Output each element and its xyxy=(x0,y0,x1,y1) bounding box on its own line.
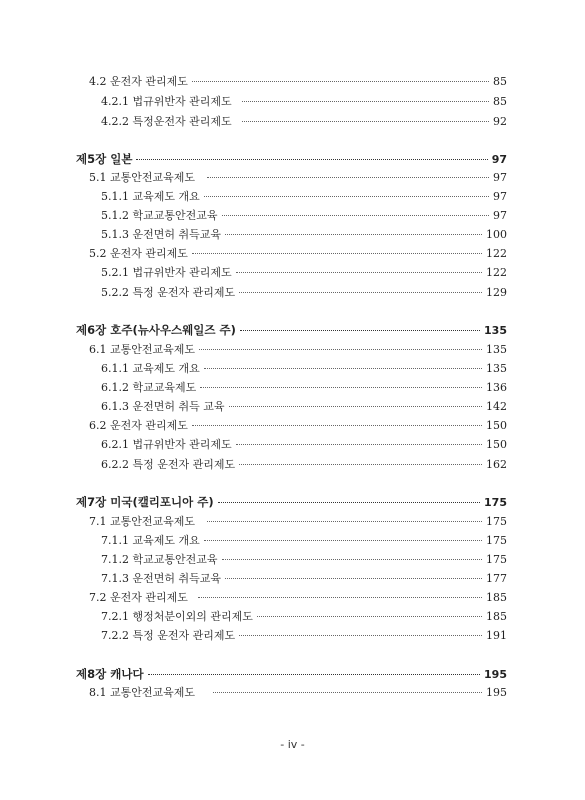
toc-label: 6.1.3 운전면허 취득 교육 xyxy=(101,400,225,413)
toc-page: 175 xyxy=(484,496,507,509)
leader-dots xyxy=(207,521,482,522)
toc-entry[interactable] xyxy=(0,456,585,474)
leader-dots xyxy=(218,502,480,503)
leader-dots xyxy=(240,330,480,331)
leader-dots xyxy=(192,253,482,254)
toc-label: 제8장 캐나다 xyxy=(76,667,144,681)
toc-entry[interactable] xyxy=(0,570,585,588)
leader-dots xyxy=(136,159,487,160)
toc-label: 5.1.1 교육제도 개요 xyxy=(101,190,200,203)
toc-chapter[interactable] xyxy=(0,665,585,683)
leader-dots xyxy=(242,121,489,122)
toc-label: 7.2 운전자 관리제도 xyxy=(89,591,188,604)
toc-page: 175 xyxy=(486,534,507,547)
leader-dots xyxy=(204,540,482,541)
toc-page: 92 xyxy=(493,115,507,128)
toc-entry[interactable] xyxy=(0,417,585,435)
toc-entry[interactable] xyxy=(0,113,585,131)
toc-entry[interactable] xyxy=(0,169,585,187)
toc-label: 6.2.1 법규위반자 관리제도 xyxy=(101,438,232,451)
toc-page: 100 xyxy=(486,228,507,241)
toc-page: 175 xyxy=(486,515,507,528)
toc-page: 129 xyxy=(486,286,507,299)
toc-chapter[interactable] xyxy=(0,150,585,168)
toc-label: 5.1.3 운전면허 취득교육 xyxy=(101,228,221,241)
toc-entry[interactable] xyxy=(0,627,585,645)
leader-dots xyxy=(257,616,482,617)
toc-entry[interactable] xyxy=(0,379,585,397)
toc-page: 195 xyxy=(486,686,507,699)
leader-dots xyxy=(207,177,489,178)
toc-chapter[interactable] xyxy=(0,493,585,511)
toc-label: 제6장 호주(뉴사우스웨일즈 주) xyxy=(76,323,236,337)
toc-page: 97 xyxy=(493,209,507,222)
toc-page: 195 xyxy=(484,668,507,681)
toc-label: 7.1 교통안전교육제도 xyxy=(89,515,195,528)
toc-label: 4.2.2 특정운전자 관리제도 xyxy=(101,115,232,128)
toc-label: 8.1 교통안전교육제도 xyxy=(89,686,195,699)
leader-dots xyxy=(199,349,482,350)
toc-page: 122 xyxy=(486,247,507,260)
toc-page: 97 xyxy=(493,190,507,203)
leader-dots xyxy=(239,292,482,293)
toc-chapter[interactable] xyxy=(0,321,585,339)
toc-page: 122 xyxy=(486,266,507,279)
toc-label: 7.2.1 행정처분이외의 관리제도 xyxy=(101,610,253,623)
toc-entry[interactable] xyxy=(0,436,585,454)
leader-dots xyxy=(192,425,482,426)
leader-dots xyxy=(198,597,482,598)
toc-entry[interactable] xyxy=(0,93,585,111)
toc-page: 150 xyxy=(486,419,507,432)
toc-entry[interactable] xyxy=(0,589,585,607)
toc-entry[interactable] xyxy=(0,188,585,206)
toc-label: 7.1.3 운전면허 취득교육 xyxy=(101,572,221,585)
toc-page: 150 xyxy=(486,438,507,451)
toc-page: 136 xyxy=(486,381,507,394)
toc-page: 135 xyxy=(484,324,507,337)
toc-label: 5.2 운전자 관리제도 xyxy=(89,247,188,260)
toc-entry[interactable] xyxy=(0,398,585,416)
toc-page: 142 xyxy=(486,400,507,413)
leader-dots xyxy=(200,387,482,388)
leader-dots xyxy=(222,215,490,216)
toc-label: 4.2.1 법규위반자 관리제도 xyxy=(101,95,232,108)
page-number-footer: - iv - xyxy=(280,738,305,751)
leader-dots xyxy=(242,101,489,102)
toc-page: 135 xyxy=(486,343,507,356)
toc-label: 제7장 미국(캘리포니아 주) xyxy=(76,495,214,509)
toc-page: 85 xyxy=(493,95,507,108)
leader-dots xyxy=(236,272,482,273)
toc-label: 6.1 교통안전교육제도 xyxy=(89,343,195,356)
toc-entry[interactable] xyxy=(0,513,585,531)
toc-page: 185 xyxy=(486,591,507,604)
toc-label: 6.2 운전자 관리제도 xyxy=(89,419,188,432)
leader-dots xyxy=(225,578,482,579)
toc-page: 97 xyxy=(491,153,507,166)
toc-entry[interactable] xyxy=(0,226,585,244)
toc-page: 191 xyxy=(486,629,507,642)
leader-dots xyxy=(204,196,489,197)
toc-page: 135 xyxy=(486,362,507,375)
leader-dots xyxy=(192,81,489,82)
toc-entry[interactable] xyxy=(0,264,585,282)
leader-dots xyxy=(148,674,480,675)
leader-dots xyxy=(239,635,482,636)
toc-entry[interactable] xyxy=(0,551,585,569)
toc-label: 제5장 일본 xyxy=(76,152,133,166)
toc-entry[interactable] xyxy=(0,684,585,702)
toc-page: 97 xyxy=(493,171,507,184)
leader-dots xyxy=(229,406,483,407)
toc-page: 185 xyxy=(486,610,507,623)
leader-dots xyxy=(236,444,482,445)
toc-entry[interactable] xyxy=(0,245,585,263)
leader-dots xyxy=(225,234,482,235)
toc-label: 5.1 교통안전교육제도 xyxy=(89,171,195,184)
toc-label: 5.1.2 학교교통안전교육 xyxy=(101,209,218,222)
toc-entry[interactable] xyxy=(0,73,585,91)
toc-label: 7.1.1 교육제도 개요 xyxy=(101,534,200,547)
toc-page: 175 xyxy=(486,553,507,566)
toc-label: 5.2.1 법규위반자 관리제도 xyxy=(101,266,232,279)
toc-label: 6.1.2 학교교육제도 xyxy=(101,381,197,394)
toc-entry[interactable] xyxy=(0,341,585,359)
leader-dots xyxy=(213,692,482,693)
toc-entry[interactable] xyxy=(0,360,585,378)
toc-page: 162 xyxy=(486,458,507,471)
toc-entry[interactable] xyxy=(0,608,585,626)
toc-entry[interactable] xyxy=(0,207,585,225)
leader-dots xyxy=(222,559,483,560)
toc-page: 85 xyxy=(493,75,507,88)
leader-dots xyxy=(204,368,482,369)
toc-entry[interactable] xyxy=(0,284,585,302)
leader-dots xyxy=(239,464,482,465)
toc-label: 6.1.1 교육제도 개요 xyxy=(101,362,200,375)
toc-label: 6.2.2 특정 운전자 관리제도 xyxy=(101,458,236,471)
toc-label: 5.2.2 특정 운전자 관리제도 xyxy=(101,286,236,299)
toc-page: 177 xyxy=(486,572,507,585)
toc-label: 7.2.2 특정 운전자 관리제도 xyxy=(101,629,236,642)
toc-entry[interactable] xyxy=(0,532,585,550)
toc-label: 4.2 운전자 관리제도 xyxy=(89,75,188,88)
toc-label: 7.1.2 학교교통안전교육 xyxy=(101,553,218,566)
